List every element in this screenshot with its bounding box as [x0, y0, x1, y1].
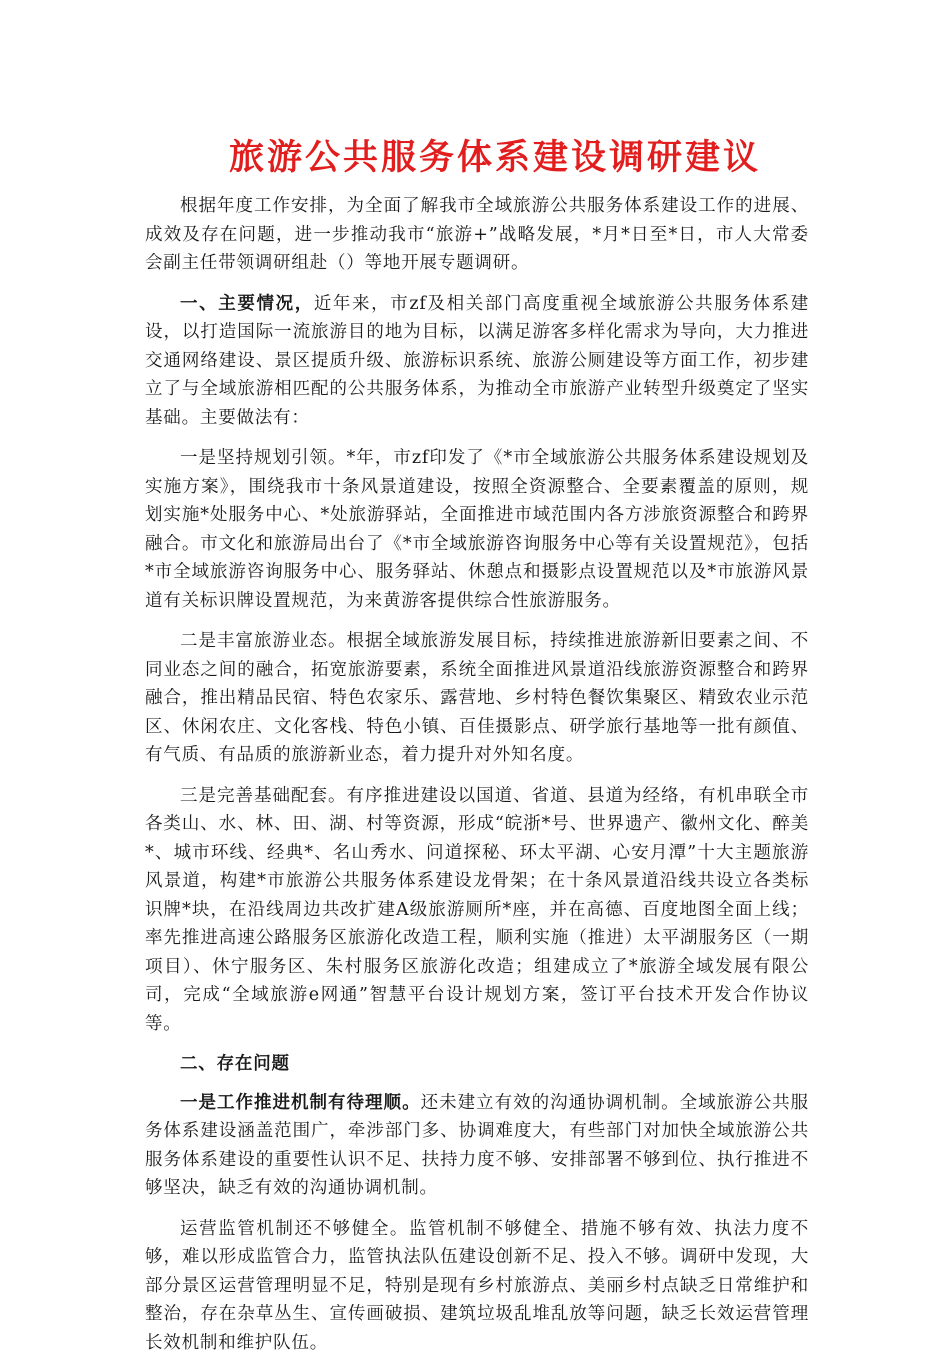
issue1-lead: 一是工作推进机制有待理顺。	[180, 1092, 421, 1113]
point-paragraph-1: 一是坚持规划引领。*年，市zf印发了《*市全域旅游公共服务体系建设规划及实施方案》，围绕我市十条风景道建设，按照全资源整合、全要素覆盖的原则，规划实施*处服务中心、*处旅游驿站，全面推进市域范围内各方涉旅资源整合和跨界融合。市文化和旅游局出台了《*市全域旅游咨询服务中心等有关设置规范》，包括*市全域旅游咨询服务中心、服务驿站、休憩点和摄影点设置规范以及*市旅游风景道有关标识牌设置规范，为来黄游客提供综合性旅游服务。	[145, 448, 809, 611]
section1-lead: 一、主要情况，	[180, 293, 314, 314]
issue1-text: 还未建立有效的沟通协调机制。全域旅游公共服务体系建设涵盖范围广，牵涉部门多、协调难度大，有些部门对加快全域旅游公共服务体系建设的重要性认识不足、扶持力度不够、安排部署不够到位、执行推进不够坚决，缺乏有效的沟通协调机制。	[145, 1092, 809, 1198]
intro-paragraph: 根据年度工作安排，为全面了解我市全域旅游公共服务体系建设工作的进展、成效及存在问题，进一步推动我市“旅游+”战略发展，*月*日至*日，市人大常委会副主任带领调研组赴（）等地开展专题调研。	[145, 196, 809, 273]
section2-heading: 二、存在问题	[180, 1054, 290, 1074]
issue2-paragraph: 运营监管机制还不够健全。监管机制不够健全、措施不够有效、执法力度不够，难以形成监管合力，监管执法队伍建设创新不足、投入不够。调研中发现，大部分景区运营管理明显不足，特别是现有乡村旅游点、美丽乡村点缺乏日常维护和整治，存在杂草丛生、宣传画破损、建筑垃圾乱堆乱放等问题，缺乏长效运营管理长效机制和维护队伍。	[145, 1218, 809, 1353]
point-paragraph-2: 二是丰富旅游业态。根据全域旅游发展目标，持续推进旅游新旧要素之间、不同业态之间的融合，拓宽旅游要素，系统全面推进风景道沿线旅游资源整合和跨界融合，推出精品民宿、特色农家乐、露营地、乡村特色餐饮集聚区、精致农业示范区、休闲农庄、文化客栈、特色小镇、百佳摄影点、研学旅行基地等一批有颜值、有气质、有品质的旅游新业态，着力提升对外知名度。	[145, 631, 809, 765]
issue1-paragraph	[145, 1089, 809, 1203]
document-title: 旅游公共服务体系建设调研建议	[228, 138, 761, 178]
section1-paragraph	[145, 290, 809, 433]
document-body	[145, 192, 809, 1369]
section1-text: 近年来，市zf及相关部门高度重视全域旅游公共服务体系建设，以打造国际一流旅游目的地为目标，以满足游客多样化需求为导向，大力推进交通网络建设、景区提质升级、旅游标识系统、旅游公厕建设等方面工作，初步建立了与全域旅游相匹配的公共服务体系，为推动全市旅游产业转型升级奠定了坚实基础。主要做法有：	[145, 293, 809, 428]
point-paragraph-3: 三是完善基础配套。有序推进建设以国道、省道、县道为经络，有机串联全市各类山、水、林、田、湖、村等资源，形成“皖浙*号、世界遗产、徽州文化、醉美*、城市环线、经典*、名山秀水、问道探秘、环太平湖、心安月潭”十大主题旅游风景道，构建*市旅游公共服务体系建设龙骨架；在十条风景道沿线共设立各类标识牌*块，在沿线周边共改扩建A级旅游厕所*座，并在高德、百度地图全面上线；率先推进高速公路服务区旅游化改造工程，顺利实施（推进）太平湖服务区（一期项目）、休宁服务区、朱村服务区旅游化改造；组建成立了*旅游全域发展有限公司，完成“全域旅游e网通”智慧平台设计规划方案，签订平台技术开发合作协议等。	[145, 785, 809, 1034]
